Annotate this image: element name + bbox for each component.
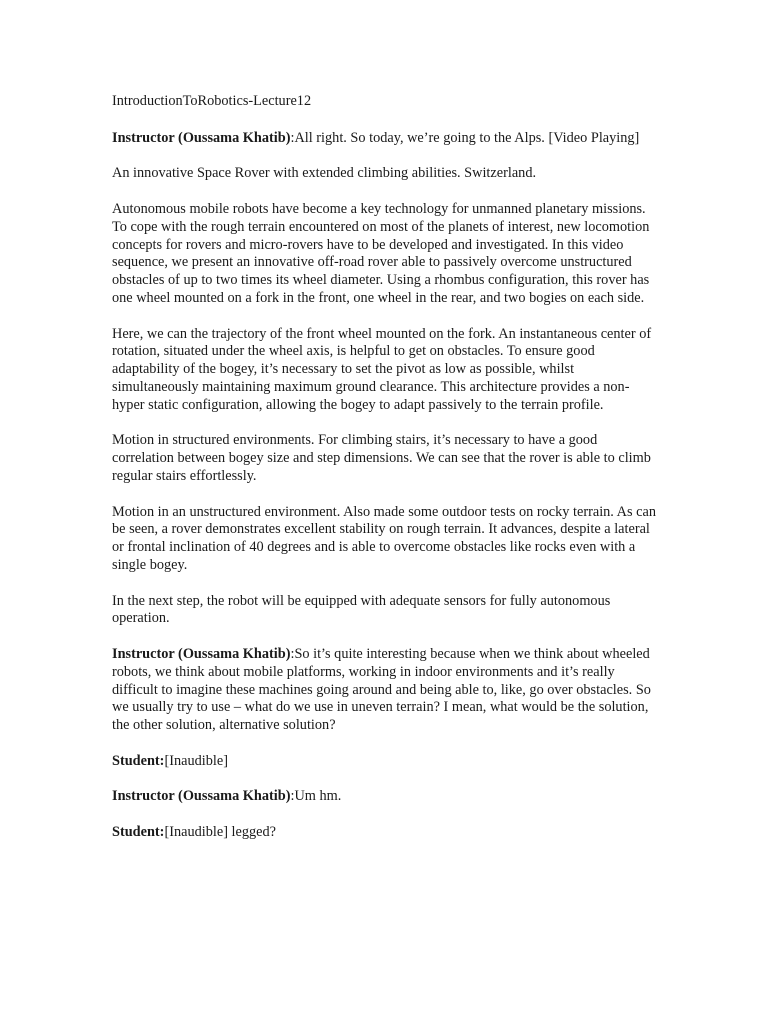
paragraph <box>112 201 657 308</box>
document-title: IntroductionToRobotics-Lecture12 <box>112 93 312 109</box>
paragraph <box>112 130 657 148</box>
paragraph-text: An innovative Space Rover with extended climbing abilities. Switzerland. <box>112 165 537 182</box>
paragraph-text: :So it’s quite interesting because when we think about wheeled robots, we think about mobile platforms, working in indoor environments and it’s really difficult to imagine these machines going around and being able to, like, go over obstacles. So we usually try to use – what do we use in uneven terrain? I mean, what would be the solution, the other solution, alternative solution? <box>112 645 651 734</box>
paragraph <box>112 326 657 415</box>
paragraph-text: :Um hm. <box>290 788 342 805</box>
paragraph <box>112 646 657 735</box>
paragraph-text: :All right. So today, we’re going to the Alps. [Video Playing] <box>290 129 640 146</box>
speaker-label: Student: <box>112 823 165 840</box>
paragraph <box>112 504 657 575</box>
paragraph-text: [Inaudible] <box>164 752 228 769</box>
paragraph-text: [Inaudible] legged? <box>164 823 276 840</box>
paragraph <box>112 824 657 842</box>
transcript-page <box>112 93 657 859</box>
speaker-label: Instructor (Oussama Khatib) <box>112 788 291 805</box>
paragraph-text: In the next step, the robot will be equipped with adequate sensors for fully autonomous operation. <box>112 592 611 627</box>
paragraph <box>112 788 657 806</box>
paragraph <box>112 593 657 629</box>
paragraph <box>112 432 657 485</box>
speaker-label: Instructor (Oussama Khatib) <box>112 129 291 146</box>
paragraph <box>112 165 657 183</box>
speaker-label: Student: <box>112 752 165 769</box>
speaker-label: Instructor (Oussama Khatib) <box>112 645 291 662</box>
paragraph-text: Motion in structured environments. For climbing stairs, it’s necessary to have a good correlation between bogey size and step dimensions. We can see that the rover is able to climb regular stairs effortlessly. <box>112 432 651 484</box>
paragraph <box>112 753 657 771</box>
paragraph-text: Autonomous mobile robots have become a key technology for unmanned planetary missions. To cope with the rough terrain encountered on most of the planets of interest, new locomotion concepts for rovers and micro-rovers have to be developed and investigated. In this video sequence, we present an innovative off-road rover able to passively overcome unstructured obstacles of up to two times its wheel diameter. Using a rhombus configuration, this rover has one wheel mounted on a fork in the front, one wheel in the rear, and two bogies on each side. <box>112 200 650 306</box>
paragraph-text: Here, we can the trajectory of the front wheel mounted on the fork. An instantaneous center of rotation, situated under the wheel axis, is helpful to get on obstacles. To ensure good adaptability of the bogey, it’s necessary to set the pivot as low as possible, whilst simultaneously maintaining maximum ground clearance. This architecture provides a non-hyper static configuration, allowing the bogey to adapt passively to the terrain profile. <box>112 325 652 413</box>
paragraph-text: Motion in an unstructured environment. Also made some outdoor tests on rocky terrain. As can be seen, a rover demonstrates excellent stability on rough terrain. It advances, despite a lateral or frontal inclination of 40 degrees and is able to overcome obstacles like rocks even with a single bogey. <box>112 503 656 573</box>
